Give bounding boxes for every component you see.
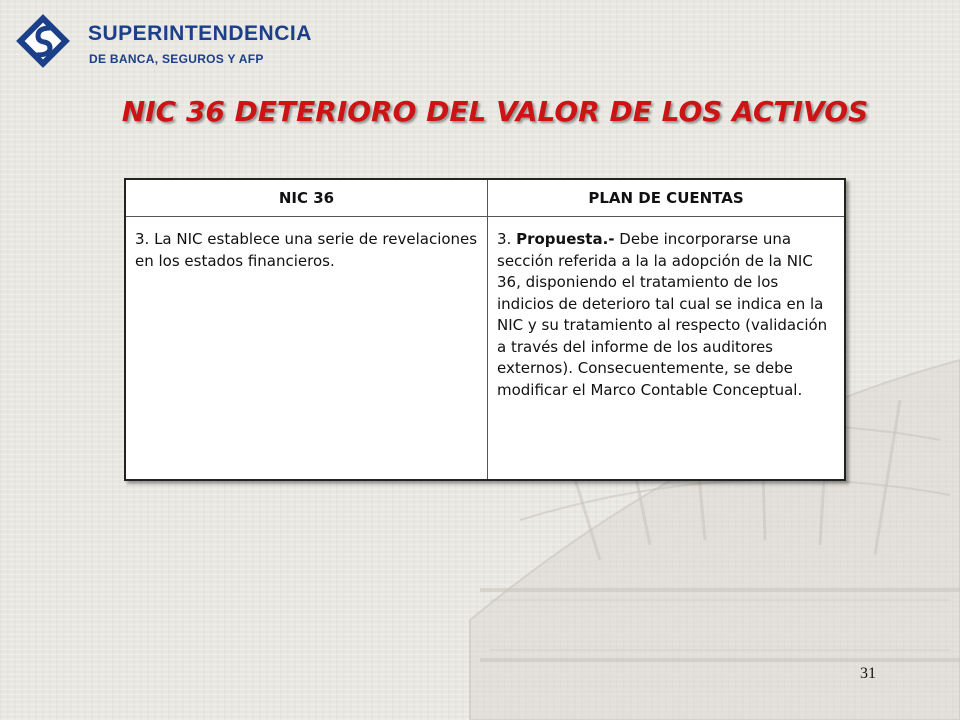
table-row — [125, 217, 845, 481]
column-header-nic36: NIC 36 — [125, 179, 488, 217]
cell-prefix: 3. — [497, 230, 517, 248]
slide-title: NIC 36 DETERIORO DEL VALOR DE LOS ACTIVOS — [121, 95, 869, 128]
superintendencia-logo-icon — [12, 10, 74, 72]
cell-bold-label: Propuesta.- — [516, 230, 615, 248]
cell-text: Debe incorporarse una sección referida a la la adopción de la NIC 36, disponiendo el tratamiento de los indicios de deterioro tal cual se indica en la NIC y su tratamiento al respecto (validación a través del informe de los auditores externos). Consecuentemente, se debe modificar el Marco Contable Conceptual. — [497, 230, 828, 399]
cell-plan-de-cuentas — [488, 217, 846, 481]
comparison-table — [124, 178, 846, 481]
table-header-row — [125, 179, 845, 217]
cell-nic36: 3. La NIC establece una serie de revelaciones en los estados financieros. — [125, 217, 488, 481]
superintendencia-logo — [12, 10, 312, 72]
logo-title: SUPERINTENDENCIA — [88, 22, 312, 45]
logo-subtitle: DE BANCA, SEGUROS Y AFP — [89, 52, 264, 66]
column-header-plan-de-cuentas: PLAN DE CUENTAS — [488, 179, 846, 217]
page-number: 31 — [860, 665, 876, 682]
